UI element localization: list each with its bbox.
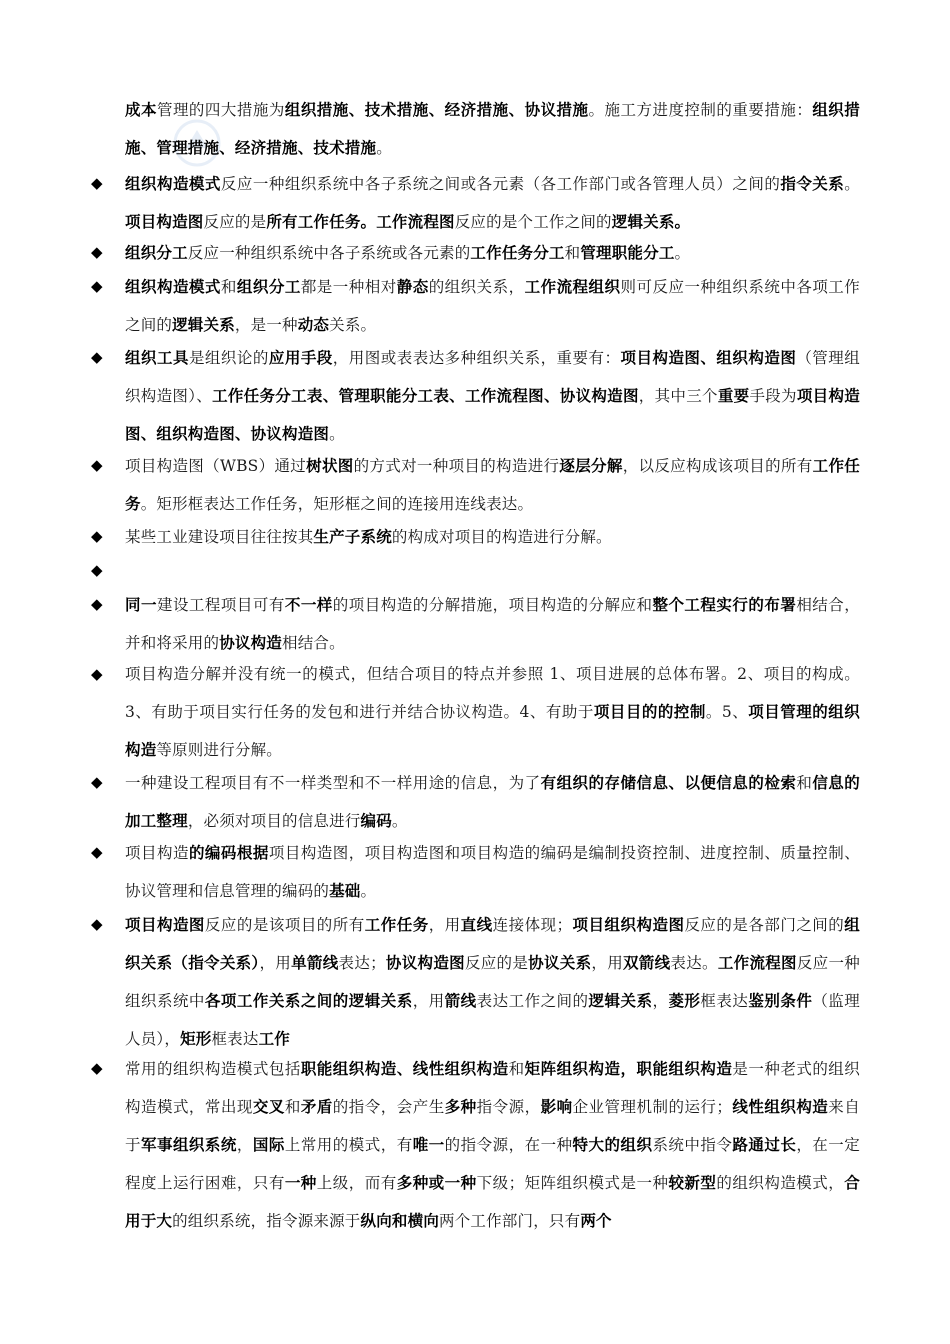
text: 上级，而有 [316, 1174, 397, 1192]
bold-text: 矩阵组织构造，职能组织构造 [524, 1059, 733, 1078]
text: 反应一种组织系统中各子系统或各元素的 [187, 244, 471, 262]
text: 的指令，会产生 [332, 1098, 445, 1116]
text: ，是一种 [234, 316, 298, 334]
text: 的指令源，在一种 [444, 1136, 573, 1154]
bullet-diamond-icon: ◆ [91, 174, 103, 192]
text: 系统中指令 [652, 1136, 733, 1154]
text: 表达； [338, 954, 386, 972]
bold-text: 国际 [252, 1135, 285, 1154]
bold-text: 组织构造模式 [125, 174, 221, 193]
paragraph [125, 1050, 860, 1240]
bold-text: 合用于大 [125, 1173, 860, 1230]
bullet-diamond-icon: ◆ [91, 773, 103, 791]
paragraph [125, 834, 860, 910]
text: 反应一种组织系统中各子系统之间或各元素（各工作部门或各管理人员）之间的 [220, 175, 781, 193]
text: 都是一种相对 [300, 278, 397, 296]
bold-text: 工作任务 [364, 915, 429, 934]
text: 。 [844, 175, 860, 193]
bold-text: 多种 [444, 1097, 477, 1116]
text: 。 [391, 812, 408, 830]
text: ，用 [259, 954, 292, 972]
text: ，用 [412, 992, 445, 1010]
text: 管理的四大措施为 [156, 101, 285, 119]
text: 表达。 [670, 954, 718, 972]
text: 项目构造图（WBS）通过 [125, 457, 307, 475]
text: 的项目构造的分解措施，项目构造的分解应和 [332, 596, 653, 614]
bold-text: 唯一 [412, 1135, 445, 1154]
bold-text: 信息的加工整理 [125, 773, 860, 830]
paragraph [125, 234, 860, 272]
text: ，其中三个 [638, 387, 718, 405]
bold-text: 菱形 [668, 991, 701, 1010]
bullet-diamond-icon: ◆ [91, 595, 103, 613]
bold-text: 纵向和横向 [360, 1211, 440, 1230]
text: 一种建设工程项目有不一样类型和不一样用途的信息，为了 [125, 774, 541, 792]
text: 。 [376, 139, 392, 157]
text: 的组织构造模式， [716, 1174, 845, 1192]
bold-text: 影响 [540, 1097, 573, 1116]
text: 反应一种组织系统中 [125, 954, 860, 1010]
bold-text: 重要 [717, 386, 750, 405]
text: 关系。 [329, 316, 377, 334]
paragraph [125, 906, 860, 1058]
text: 常用的组织构造模式包括 [125, 1060, 301, 1078]
text: 相结合。 [282, 634, 345, 652]
text: 表达工作之间的 [476, 992, 589, 1010]
paragraph [125, 447, 860, 523]
bold-text: 有组织的存储信息、以便信息的检索 [540, 773, 797, 792]
paragraph [125, 656, 860, 769]
bullet-diamond-icon: ◆ [91, 277, 103, 295]
text: 两个工作部门，只有 [439, 1212, 581, 1230]
text: 是组织论的 [188, 349, 269, 367]
text: 企业管理机制的运行； [572, 1098, 733, 1116]
bold-text: 工作流程组织 [524, 277, 621, 296]
text: 框表达 [211, 1030, 259, 1048]
bold-text: 的编码根据 [188, 843, 269, 862]
bold-text: 生产子系统 [313, 527, 392, 546]
bold-text: 逻辑关系。 [611, 212, 691, 231]
text: 。 [674, 244, 691, 262]
bold-text: 一种 [284, 1173, 317, 1192]
paragraph [125, 764, 860, 840]
text: 。 [360, 882, 377, 900]
bold-text: 组织关系（指令关系） [125, 915, 860, 972]
bold-text: 基础 [329, 881, 361, 900]
text: 是一种老式的组织构造模式，常出现 [125, 1060, 860, 1116]
text: 。 [329, 425, 345, 443]
bold-text: 直线 [460, 915, 493, 934]
bold-text: 线性组织构造 [732, 1097, 829, 1116]
text: 的方式对一种项目的构造进行 [353, 457, 560, 475]
text: 某些工业建设项目往往按其 [125, 528, 314, 546]
bold-text: 鉴别条件 [748, 991, 813, 1010]
text: ，以反应构成该项目的所有 [622, 457, 813, 475]
text: 建设工程项目可有 [156, 596, 285, 614]
bold-text: 工作任务分工 [470, 243, 565, 262]
text: ，在一定程度上运行困难，只有 [125, 1136, 860, 1192]
text: 和 [796, 774, 813, 792]
bold-text: 特大的组织 [572, 1135, 653, 1154]
text: ， [236, 1136, 253, 1154]
bold-text: 双箭线 [623, 953, 671, 972]
bold-text: 职能组织构造、线性组织构造 [300, 1059, 509, 1078]
bold-text: 不一样 [284, 595, 333, 614]
text: ，必须对项目的信息进行 [187, 812, 361, 830]
text: 。矩形框表达工作任务，矩形框之间的连接用连线表达。 [140, 495, 534, 513]
text: 。施工方进度控制的重要措施： [588, 101, 813, 119]
text: ，用 [428, 916, 461, 934]
bold-text: 树状图 [306, 456, 354, 475]
text: 上常用的模式，有 [284, 1136, 413, 1154]
text: 手段为 [749, 387, 797, 405]
bold-text: 成本 [125, 100, 157, 119]
bullet-diamond-icon: ◆ [91, 1059, 103, 1077]
bold-text: 动态 [297, 315, 330, 334]
text: 的组织关系， [428, 278, 525, 296]
bullet-diamond-icon: ◆ [91, 527, 103, 545]
bold-text: 组织措施、技术措施、经济措施、协议措施 [284, 100, 589, 119]
text: 和 [508, 1060, 525, 1078]
text: 的组织系统，指令源来源于 [172, 1212, 361, 1230]
text: 指令源， [476, 1098, 541, 1116]
bold-text: 同一 [125, 595, 157, 614]
bold-text: 逻辑关系 [172, 315, 235, 334]
text: 和 [220, 278, 237, 296]
text: 等原则进行分解。 [156, 741, 283, 759]
bold-text: 箭线 [444, 991, 477, 1010]
bold-text: 两个 [580, 1211, 612, 1230]
text: 项目构造图，项目构造图和项目构造的编码是编制投资控制、进度控制、质量控制、协议管理和信息管理的编码的 [125, 844, 860, 900]
paragraph [125, 339, 860, 453]
bold-text: 项目组织构造图 [572, 915, 685, 934]
text: （管理组织构造图）、 [125, 349, 860, 405]
bold-text: 矛盾 [300, 1097, 333, 1116]
text: 项目构造 [125, 844, 189, 862]
bold-text: 协议构造 [219, 633, 283, 652]
bold-text: 项目构造图、组织构造图 [620, 348, 797, 367]
text: 下级；矩阵组织模式是一种 [476, 1174, 669, 1192]
text: ，用图或表表达多种组织关系，重要有： [332, 349, 621, 367]
bold-text: 指令关系 [780, 174, 845, 193]
bullet-diamond-icon: ◆ [91, 665, 103, 683]
paragraph [125, 165, 860, 241]
text: 和 [284, 1098, 301, 1116]
bold-text: 编码 [360, 811, 392, 830]
bold-text: 路通过长 [732, 1135, 797, 1154]
bold-text: 逻辑关系 [588, 991, 653, 1010]
text: 连接体现； [492, 916, 573, 934]
text: 反应的是个工作之间的 [454, 213, 612, 231]
bold-text: 逐层分解 [559, 456, 623, 475]
bold-text: 各项工作关系之间的逻辑关系 [204, 991, 413, 1010]
bullet-diamond-icon: ◆ [91, 843, 103, 861]
text: 反应的是各部门之间的 [684, 916, 845, 934]
bold-text: 交叉 [252, 1097, 285, 1116]
bold-text: 所有工作任务。工作流程图 [266, 212, 455, 231]
bold-text: 项目管理的组织构造 [125, 702, 860, 759]
text: 相结合，并和将采用的 [125, 596, 860, 652]
bullet-diamond-icon: ◆ [91, 915, 103, 933]
bold-text: 多种或一种 [396, 1173, 477, 1192]
paragraph [125, 91, 860, 167]
bold-text: 工作 [258, 1029, 290, 1048]
text: 来自于 [125, 1098, 860, 1154]
bullet-diamond-icon: ◆ [91, 243, 103, 261]
bold-text: 工作流程图 [717, 953, 797, 972]
bold-text: 协议关系 [528, 953, 592, 972]
bold-text: 应用手段 [268, 348, 333, 367]
bold-text: 静态 [396, 277, 429, 296]
bold-text: 组织工具 [125, 348, 189, 367]
text: 反应的是 [203, 213, 267, 231]
paragraph [125, 268, 860, 344]
bold-text: 项目构造图 [125, 212, 204, 231]
text: 的构成对项目的构造进行分解。 [391, 528, 612, 546]
bold-text: 军事组织系统 [140, 1135, 237, 1154]
text: ， [652, 992, 669, 1010]
bold-text: 较新型 [668, 1173, 717, 1192]
bold-text: 单箭线 [291, 953, 339, 972]
text: 反应的是该项目的所有 [204, 916, 365, 934]
text: 和 [564, 244, 581, 262]
bold-text: 项目目的的控制 [593, 702, 706, 721]
bold-text: 组织构造模式 [125, 277, 221, 296]
bold-text: 组织分工 [125, 243, 188, 262]
bold-text: 项目构造图、组织构造图、协议构造图 [125, 386, 860, 443]
bullet-diamond-icon: ◆ [91, 561, 103, 579]
bold-text: 组织措施、管理措施、经济措施、技术措施 [125, 100, 860, 157]
bold-text: 管理职能分工 [580, 243, 675, 262]
bold-text: 工作任务分工表、管理职能分工表、工作流程图、协议构造图 [212, 386, 639, 405]
text: ，用 [591, 954, 623, 972]
text: 反应的是 [464, 954, 529, 972]
bold-text: 工作任务 [125, 456, 860, 513]
bold-text: 矩形 [180, 1029, 212, 1048]
bullet-diamond-icon: ◆ [91, 456, 103, 474]
bold-text: 组织分工 [236, 277, 301, 296]
bullet-diamond-icon: ◆ [91, 348, 103, 366]
text: （监理人员）， [125, 992, 860, 1048]
text: 项目构造分解并没有统一的模式，但结合项目的特点并参照 1、项目进展的总体布署。2、项目的构成。3、有助于项目实行任务的发包和进行并结合协议构造。4、有助于 [125, 665, 860, 721]
text: 则可反应一种组织系统中各项工作之间的 [125, 278, 860, 334]
text: 框表达 [700, 992, 749, 1010]
bold-text: 项目构造图 [125, 915, 205, 934]
text: 。5、 [705, 703, 749, 721]
paragraph [125, 586, 860, 662]
bold-text: 整个工程实行的布署 [652, 595, 797, 614]
paragraph [125, 518, 860, 556]
bold-text: 协议构造图 [385, 953, 465, 972]
